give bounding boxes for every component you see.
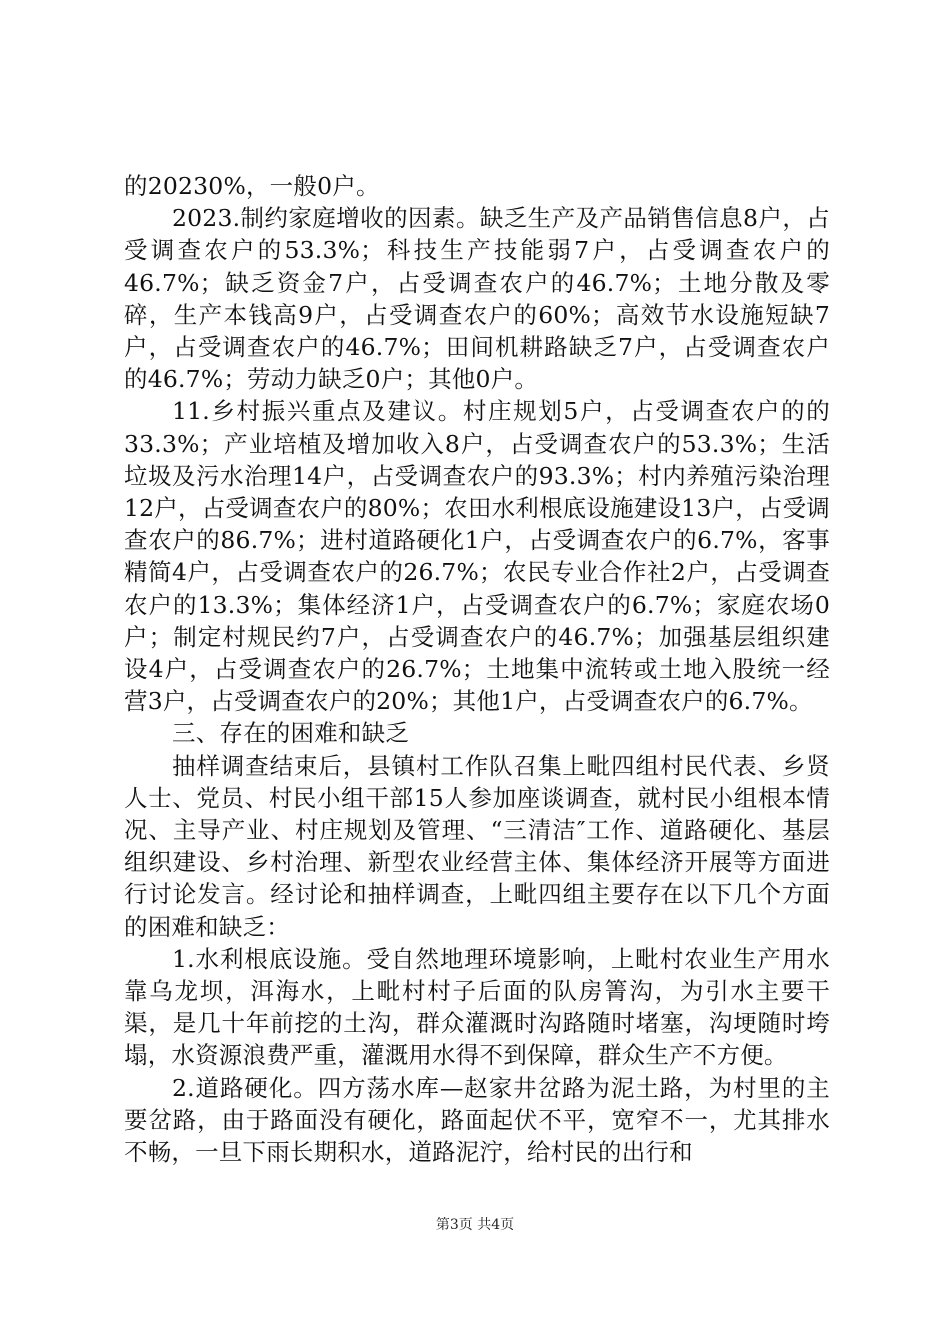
document-body: [124, 170, 830, 1168]
paragraph-income-factors: 2023.制约家庭增收的因素。缺乏生产及产品销售信息8户，占受调查农户的53.3%；科技生产技能弱7户，占受调查农户的46.7%；缺乏资金7户，占受调查农户的46.7%；土地分散及零碎，生产本钱高9户，占受调查农户的60%；高效节水设施短缺7户，占受调查农户的46.7%；田间机耕路缺乏7户，占受调查农户的46.7%；劳动力缺乏0户；其他0户。: [124, 204, 830, 394]
paragraph-water-infrastructure: 1.水利根底设施。受自然地理环境影响，上毗村农业生产用水靠乌龙坝，洱海水，上毗村村子后面的队房箐沟，为引水主要干渠，是几十年前挖的土沟，群众灌溉时沟路随时堵塞，沟埂随时垮塌，水资源浪费严重，灌溉用水得不到保障，群众生产不方便。: [124, 944, 830, 1070]
paragraph-revitalization-suggestions: 11.乡村振兴重点及建议。村庄规划5户，占受调查农户的的33.3%；产业培植及增加收入8户，占受调查农户的53.3%；生活垃圾及污水治理14户，占受调查农户的93.3%；村内养殖污染治理12户，占受调查农户的80%；农田水利根底设施建设13户，占受调查农户的86.7%；进村道路硬化1户，占受调查农户的6.7%，客事精简4户，占受调查农户的26.7%；农民专业合作社2户，占受调查农户的13.3%；集体经济1户，占受调查农户的6.7%；家庭农场0户；制定村规民约7户，占受调查农户的46.7%；加强基层组织建设4户，占受调查农户的26.7%；土地集中流转或土地入股统一经营3户，占受调查农户的20%；其他1户，占受调查农户的6.7%。: [124, 397, 830, 716]
paragraph-continuation: 的20230%，一般0户。: [124, 172, 380, 200]
page-number-footer: 第3页 共4页: [435, 1217, 515, 1233]
paragraph-survey-summary: 抽样调查结束后，县镇村工作队召集上毗四组村民代表、乡贤人士、党员、村民小组干部15人参加座谈调查，就村民小组根本情况、主导产业、村庄规划及管理、“三清洁″工作、道路硬化、基层组织建设、乡村治理、新型农业经营主体、集体经济开展等方面进行讨论发言。经讨论和抽样调查，上毗四组主要存在以下几个方面的困难和缺乏：: [124, 751, 830, 941]
paragraph-road-hardening: 2.道路硬化。四方荡水库—赵家井岔路为泥土路，为村里的主要岔路，由于路面没有硬化，路面起伏不平，宽窄不一，尤其排水不畅，一旦下雨长期积水，道路泥泞，给村民的出行和: [124, 1073, 830, 1167]
section-heading-difficulties: 三、存在的困难和缺乏: [172, 719, 409, 748]
